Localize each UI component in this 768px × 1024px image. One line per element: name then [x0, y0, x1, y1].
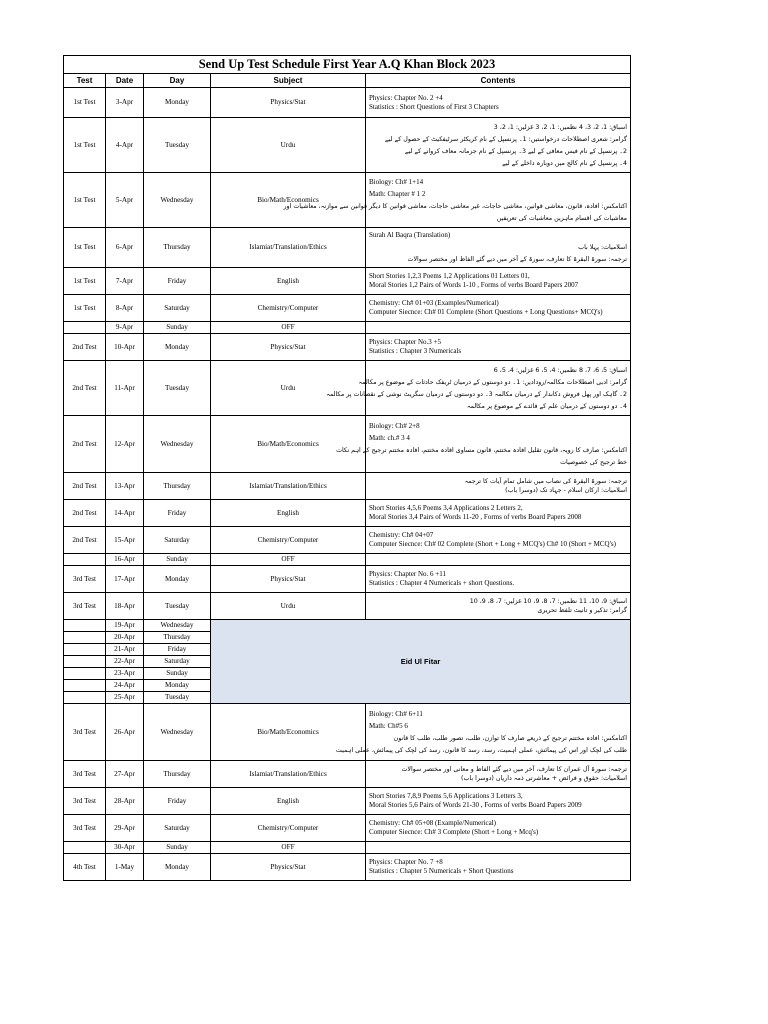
day-cell: Wednesday [144, 416, 211, 473]
contents-line: Computer Siecnce: Ch# 02 Complete (Short + Long + MCQ's) Ch# 10 (Short + MCQ's) [369, 540, 616, 548]
table-row [64, 554, 631, 566]
contents-line: Short Stories 7,8,9 Poems 5,6 Applications 3 Letters 3, [369, 792, 523, 800]
contents-cell [366, 842, 631, 854]
table-row [64, 322, 631, 334]
test-cell: 2nd Test [64, 334, 106, 361]
contents-line: Math: Ch#5 6 [369, 721, 408, 730]
date-cell: 19-Apr [106, 620, 144, 632]
contents-line: Short Stories 1,2,3 Poems 1,2 Applications 01 Letters 01, [369, 272, 530, 280]
contents-line: گرامر: ادبی اصطلاحات مکالمہ/رودادیں: 1۔ دو دوستوں کے درمیان ٹریفک حادثات کے موضوع پر مکالمہ [358, 378, 627, 386]
day-cell: Wednesday [144, 173, 211, 228]
page-title: Send Up Test Schedule First Year A.Q Khan Block 2023 [64, 56, 631, 74]
contents-line: طلب کی لچک اور اس کی پیمائش، عملی اہمیت، رسد، رسد کا قانون، رسد کی لچک کی پیمائش، عملی اہمیت [335, 746, 627, 754]
contents-line: Physics: Chapter No.3 +5 [369, 338, 441, 346]
table-row [64, 473, 631, 500]
table-row [64, 88, 631, 118]
contents-line: اسلامیات: حقوق و فرائض + معاشرتی ذمہ داریاں (دوسرا باب) [461, 775, 627, 782]
contents-line: Moral Stories 1,2 Pairs of Words 1-10 , Forms of verbs Board Papers 2007 [369, 281, 579, 289]
date-cell: 17-Apr [106, 566, 144, 593]
contents-line: Computer Siecnce: Ch# 01 Complete (Short Questions + Long Questions+ MCQ's) [369, 308, 603, 316]
contents-cell [366, 854, 631, 881]
contents-line: 2۔ گاہک اور پھل فروش دکاندار کے درمیان مکالمہ 3۔ دو دوستوں کے درمیان سگریٹ نوشی کے نقصانات پر مکالمہ [326, 390, 627, 398]
subject-cell: OFF [211, 322, 366, 334]
test-cell: 1st Test [64, 228, 106, 268]
table-row [64, 295, 631, 322]
test-cell: 2nd Test [64, 416, 106, 473]
date-cell: 7-Apr [106, 268, 144, 295]
day-cell: Monday [144, 566, 211, 593]
contents-cell [335, 704, 631, 761]
contents-line: Moral Stories 5,6 Pairs of Words 21-30 , Forms of verbs Board Papers 2009 [369, 801, 582, 809]
contents-line: اسباق: 5، 6، 7، 8 نظمیں: 4، 5، 6 غزلیں: 4، 5، 6 [493, 366, 627, 374]
day-cell: Sunday [144, 842, 211, 854]
contents-cell [366, 118, 631, 173]
table-row [64, 173, 631, 228]
contents-line: Short Stories 4,5,6 Poems 3,4 Applications 2 Letters 2, [369, 504, 523, 512]
day-cell: Tuesday [144, 593, 211, 620]
test-cell: 1st Test [64, 118, 106, 173]
schedule-table [63, 55, 631, 881]
day-cell: Tuesday [144, 118, 211, 173]
table-row [64, 842, 631, 854]
day-cell: Sunday [144, 554, 211, 566]
date-cell: 20-Apr [106, 632, 144, 644]
contents-line: Physics: Chapter No. 7 +8 [369, 858, 443, 866]
contents-cell [366, 761, 631, 788]
date-cell: 9-Apr [106, 322, 144, 334]
contents-line: اسلامیات: ارکان اسلام - جہاد تک (دوسرا باب) [505, 487, 627, 494]
contents-line: Chemistry: Ch# 01+03 (Examples/Numerical) [369, 299, 499, 307]
table-row [64, 854, 631, 881]
table-row [64, 118, 631, 173]
contents-cell [366, 268, 631, 295]
table-row [64, 593, 631, 620]
contents-cell [336, 416, 631, 473]
contents-line: اسباق: 9، 10، 11 نظمیں: 7، 8، 9، 10 غزلیں: 7، 8، 9، 10 [469, 598, 627, 605]
test-cell: 1st Test [64, 88, 106, 118]
test-cell [64, 632, 106, 644]
date-cell: 13-Apr [106, 473, 144, 500]
date-cell: 14-Apr [106, 500, 144, 527]
contents-cell [366, 334, 631, 361]
date-cell: 5-Apr [106, 173, 144, 228]
subject-cell: Urdu [211, 593, 366, 620]
contents-line: Surah Al Baqra (Translation) [369, 231, 451, 239]
subject-cell: Physics/Stat [211, 566, 366, 593]
date-cell: 26-Apr [106, 704, 144, 761]
contents-cell [366, 815, 631, 842]
test-cell: 2nd Test [64, 361, 106, 416]
date-cell: 18-Apr [106, 593, 144, 620]
contents-line: اکنامکس: افادہ، قانون، معاشی قوانین، معاشی حاجات، غیر معاشی حاجات، معاشی قوانین کا دیگر قوانین سے موازنہ، معاشیات اور [283, 202, 627, 210]
contents-line: Biology: Ch# 1+14 [369, 177, 424, 186]
contents-line: Statistics : Chapter 5 Numericals + Short Questions [369, 867, 514, 875]
table-row [64, 788, 631, 815]
contents-line: اکنامکس: افادہ مختتم ترجیح کے ذریعے صارف کا توازن، طلب، تصور طلب، طلب کا قانون [393, 734, 627, 742]
contents-line: اسلامیات: پہلا باب [578, 244, 627, 251]
contents-cell [366, 500, 631, 527]
test-cell [64, 656, 106, 668]
header-date: Date [106, 74, 144, 88]
contents-cell [366, 322, 631, 334]
day-cell: Sunday [144, 668, 211, 680]
contents-line: اسباق: 1، 2، 3، 4 نظمیں: 1، 2، 3 غزلیں: 1، 2، 3 [493, 123, 627, 131]
day-cell: Wednesday [144, 620, 211, 632]
table-row [64, 416, 631, 473]
date-cell: 22-Apr [106, 656, 144, 668]
test-cell [64, 842, 106, 854]
test-cell: 2nd Test [64, 527, 106, 554]
schedule-sheet [63, 55, 630, 881]
subject-cell: English [211, 268, 366, 295]
day-cell: Sunday [144, 322, 211, 334]
test-cell [64, 322, 106, 334]
contents-cell [366, 554, 631, 566]
contents-cell [366, 228, 631, 268]
table-row [64, 228, 631, 268]
subject-cell: Islamiat/Translation/Ethics [211, 761, 366, 788]
test-cell: 3rd Test [64, 761, 106, 788]
subject-cell: English [211, 788, 366, 815]
date-cell: 30-Apr [106, 842, 144, 854]
test-cell: 3rd Test [64, 815, 106, 842]
date-cell: 16-Apr [106, 554, 144, 566]
subject-cell: English [211, 500, 366, 527]
subject-cell: Islamiat/Translation/Ethics [211, 473, 366, 500]
day-cell: Tuesday [144, 692, 211, 704]
contents-line: Biology: Ch# 6+11 [369, 709, 423, 718]
day-cell: Thursday [144, 228, 211, 268]
date-cell: 24-Apr [106, 680, 144, 692]
test-cell [64, 620, 106, 632]
test-cell [64, 554, 106, 566]
date-cell: 10-Apr [106, 334, 144, 361]
contents-cell [366, 473, 631, 500]
contents-cell [366, 566, 631, 593]
day-cell: Friday [144, 268, 211, 295]
test-cell: 1st Test [64, 295, 106, 322]
subject-cell: Urdu [211, 118, 366, 173]
day-cell: Friday [144, 644, 211, 656]
date-cell: 11-Apr [106, 361, 144, 416]
test-cell: 4th Test [64, 854, 106, 881]
contents-line: ترجمہ: سورۃ البقرۃ کی نصاب میں شامل تمام آیات کا ترجمہ [464, 478, 627, 485]
day-cell: Monday [144, 680, 211, 692]
contents-line: ترجمہ: سورۃ البقرۃ کا تعارف، سورۃ کے آخر میں دیے گئے الفاظ اور مختصر سوالات [407, 256, 627, 263]
contents-cell [366, 593, 631, 620]
contents-cell [366, 788, 631, 815]
contents-cell [326, 361, 631, 416]
contents-line: 4۔ پرنسپل کے نام کالج میں دوبارہ داخلے کے لیے [502, 159, 627, 167]
test-cell: 1st Test [64, 173, 106, 228]
date-cell: 4-Apr [106, 118, 144, 173]
contents-line: Biology: Ch# 2+8 [369, 421, 420, 430]
schedule-body [64, 88, 631, 881]
test-cell: 2nd Test [64, 500, 106, 527]
test-cell: 3rd Test [64, 788, 106, 815]
contents-line: Chemistry: Ch# 04+07 [369, 531, 434, 539]
date-cell: 12-Apr [106, 416, 144, 473]
day-cell: Saturday [144, 527, 211, 554]
table-row [64, 361, 631, 416]
day-cell: Thursday [144, 632, 211, 644]
day-cell: Monday [144, 854, 211, 881]
day-cell: Friday [144, 500, 211, 527]
day-cell: Wednesday [144, 704, 211, 761]
header-contents: Contents [366, 74, 631, 88]
table-row [64, 815, 631, 842]
test-cell: 1st Test [64, 268, 106, 295]
day-cell: Tuesday [144, 361, 211, 416]
subject-cell: Chemistry/Computer [211, 295, 366, 322]
test-cell [64, 668, 106, 680]
contents-line: گرامر: تذکیر و تانیث تلفظ تحریری [537, 607, 627, 614]
date-cell: 15-Apr [106, 527, 144, 554]
table-row [64, 704, 631, 761]
subject-cell: Islamiat/Translation/Ethics [211, 228, 366, 268]
contents-line: گرامر: شعری اصطلاحات درخواستیں: 1۔ پرنسپل کے نام کریکٹر سرٹیفکیٹ کے حصول کے لیے [385, 135, 627, 143]
subject-cell: Urdu [211, 361, 366, 416]
contents-line: Computer Siecnce: Ch# 3 Complete (Short + Long + Mcq's) [369, 828, 539, 836]
date-cell: 1-May [106, 854, 144, 881]
contents-line: خط ترجیح کی خصوصیات [560, 458, 627, 466]
table-row [64, 761, 631, 788]
day-cell: Monday [144, 334, 211, 361]
table-row [64, 268, 631, 295]
contents-line: Moral Stories 3,4 Pairs of Words 11-20 , Forms of verbs Board Papers 2008 [369, 513, 582, 521]
test-cell: 3rd Test [64, 566, 106, 593]
subject-cell: OFF [211, 554, 366, 566]
day-cell: Saturday [144, 656, 211, 668]
subject-cell: Bio/Math/Economics [211, 416, 366, 473]
test-cell: 2nd Test [64, 473, 106, 500]
contents-line: 2۔ پرنسپل کے نام فیس معافی کے لیے 3۔ پرنسپل کے نام جرمانہ معاف کروانے کے لیے [404, 147, 627, 155]
contents-line: Physics: Chapter No. 2 +4 [369, 93, 443, 102]
header-day: Day [144, 74, 211, 88]
test-cell: 3rd Test [64, 704, 106, 761]
contents-line: ترجمہ: سورۃ آل عمران کا تعارف، آخر میں دیے گئے الفاظ و معانی اور مختصر سوالات [401, 766, 627, 773]
subject-cell: Physics/Stat [211, 88, 366, 118]
header-subject: Subject [211, 74, 366, 88]
contents-line: 4۔ دو دوستوں کے درمیان علم کے فائدے کے موضوع پر مکالمہ [466, 402, 627, 410]
test-cell [64, 692, 106, 704]
subject-cell: Chemistry/Computer [211, 815, 366, 842]
subject-cell: Bio/Math/Economics [211, 704, 366, 761]
date-cell: 27-Apr [106, 761, 144, 788]
contents-line: Statistics : Short Questions of First 3 Chapters [369, 102, 499, 111]
date-cell: 3-Apr [106, 88, 144, 118]
subject-cell: OFF [211, 842, 366, 854]
table-row [64, 500, 631, 527]
contents-line: اکنامکس: صارف کا رویہ، قانون تقلیل افادہ مختتم، قانون مساوی افادہ مختتم، افادہ مختتم ترجیح کے اہم نکات [336, 446, 627, 454]
day-cell: Friday [144, 788, 211, 815]
day-cell: Monday [144, 88, 211, 118]
contents-cell [366, 295, 631, 322]
day-cell: Thursday [144, 761, 211, 788]
date-cell: 28-Apr [106, 788, 144, 815]
contents-line: Statistics : Chapter 4 Numericals + short Questions. [369, 579, 515, 587]
test-cell [64, 680, 106, 692]
contents-line: معاشیات کی اقسام ماہرین معاشیات کی تعریفیں [496, 214, 627, 222]
subject-cell: Physics/Stat [211, 854, 366, 881]
contents-line: Math: Chapter # 1 2 [369, 189, 426, 198]
contents-cell [366, 527, 631, 554]
header-test: Test [64, 74, 106, 88]
table-row [64, 334, 631, 361]
contents-line: Math: ch.# 3 4 [369, 433, 410, 442]
contents-line: Statistics : Chapter 3 Numericals [369, 347, 462, 355]
subject-cell: Bio/Math/Economics [211, 173, 366, 228]
date-cell: 8-Apr [106, 295, 144, 322]
table-row [64, 527, 631, 554]
day-cell: Saturday [144, 815, 211, 842]
table-row [64, 620, 631, 632]
date-cell: 25-Apr [106, 692, 144, 704]
subject-cell: Chemistry/Computer [211, 527, 366, 554]
day-cell: Thursday [144, 473, 211, 500]
eid-holiday-cell: Eid Ul Fitar [211, 620, 631, 704]
date-cell: 6-Apr [106, 228, 144, 268]
date-cell: 29-Apr [106, 815, 144, 842]
contents-cell [366, 88, 631, 118]
contents-line: Physics: Chapter No. 6 +11 [369, 570, 446, 578]
contents-line: Chemistry: Ch# 05+08 (Example/Numerical) [369, 819, 497, 827]
subject-cell: Physics/Stat [211, 334, 366, 361]
day-cell: Saturday [144, 295, 211, 322]
test-cell: 3rd Test [64, 593, 106, 620]
table-row [64, 566, 631, 593]
date-cell: 21-Apr [106, 644, 144, 656]
test-cell [64, 644, 106, 656]
date-cell: 23-Apr [106, 668, 144, 680]
